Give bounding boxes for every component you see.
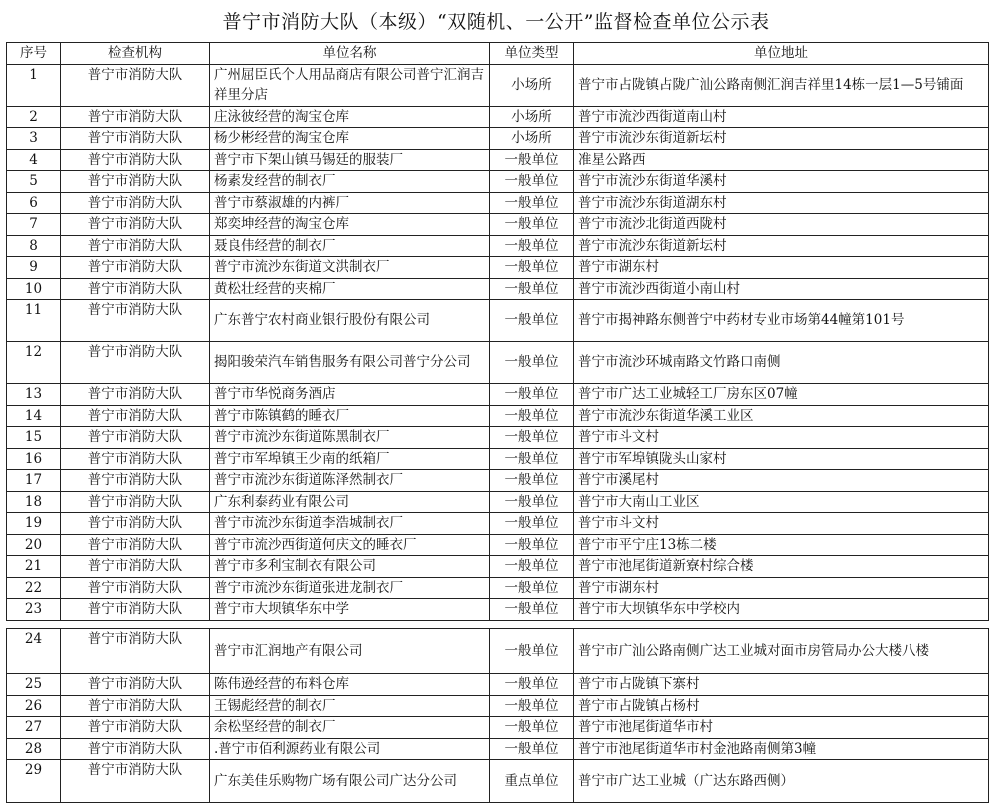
table-row — [7, 513, 989, 535]
row-number: 9 — [7, 257, 61, 279]
table-row — [7, 717, 989, 739]
unit-name: 陈伟逊经营的布料仓库 — [210, 674, 490, 696]
unit-name: 普宁市华悦商务酒店 — [210, 384, 490, 406]
unit-name: 普宁市流沙东街道李浩城制衣厂 — [210, 513, 490, 535]
table-row — [7, 342, 989, 384]
inspection-agency: 普宁市消防大队 — [61, 470, 210, 492]
unit-address: 普宁市流沙东街道湖东村 — [574, 192, 989, 214]
unit-address: 普宁市湖东村 — [574, 257, 989, 279]
inspection-agency: 普宁市消防大队 — [61, 149, 210, 171]
row-number: 3 — [7, 128, 61, 150]
unit-type: 一般单位 — [490, 513, 574, 535]
unit-type: 一般单位 — [490, 342, 574, 384]
table-row — [7, 629, 989, 674]
unit-address: 普宁市广达工业城（广达东路西侧） — [574, 760, 989, 803]
inspection-agency: 普宁市消防大队 — [61, 64, 210, 106]
unit-name: 庄泳彼经营的淘宝仓库 — [210, 106, 490, 128]
unit-type: 一般单位 — [490, 149, 574, 171]
inspection-agency: 普宁市消防大队 — [61, 278, 210, 300]
unit-name: 普宁市流沙东街道陈黑制衣厂 — [210, 427, 490, 449]
inspection-agency: 普宁市消防大队 — [61, 629, 210, 674]
row-number: 6 — [7, 192, 61, 214]
unit-type: 一般单位 — [490, 257, 574, 279]
unit-name: 普宁市流沙东街道陈泽然制衣厂 — [210, 470, 490, 492]
unit-type: 一般单位 — [490, 674, 574, 696]
unit-name: 广州屈臣氏个人用品商店有限公司普宁汇润吉祥里分店 — [210, 64, 490, 106]
row-number: 12 — [7, 342, 61, 384]
unit-address: 普宁市军埠镇陇头山家村 — [574, 448, 989, 470]
unit-type: 小场所 — [490, 128, 574, 150]
unit-address: 普宁市斗文村 — [574, 427, 989, 449]
unit-type: 一般单位 — [490, 192, 574, 214]
row-number: 18 — [7, 491, 61, 513]
unit-address: 普宁市湖东村 — [574, 577, 989, 599]
row-number: 22 — [7, 577, 61, 599]
unit-type: 重点单位 — [490, 760, 574, 803]
unit-address: 普宁市广汕公路南侧广达工业城对面市房管局办公大楼八楼 — [574, 629, 989, 674]
table-row — [7, 448, 989, 470]
unit-type: 一般单位 — [490, 629, 574, 674]
table-row — [7, 192, 989, 214]
table-row — [7, 128, 989, 150]
inspection-agency: 普宁市消防大队 — [61, 427, 210, 449]
unit-address: 普宁市流沙西街道南山村 — [574, 106, 989, 128]
table-row — [7, 695, 989, 717]
unit-type: 一般单位 — [490, 738, 574, 760]
unit-address: 普宁市池尾街道华市村 — [574, 717, 989, 739]
unit-address: 普宁市占陇镇占陇广汕公路南侧汇润吉祥里14栋一层1—5号铺面 — [574, 64, 989, 106]
header-org: 检查机构 — [61, 43, 210, 65]
unit-type: 一般单位 — [490, 171, 574, 193]
unit-name: 普宁市蔡淑雄的内裤厂 — [210, 192, 490, 214]
unit-name: 普宁市流沙东街道文洪制衣厂 — [210, 257, 490, 279]
inspection-agency: 普宁市消防大队 — [61, 257, 210, 279]
unit-address: 普宁市占陇镇占杨村 — [574, 695, 989, 717]
unit-type: 一般单位 — [490, 556, 574, 578]
inspection-agency: 普宁市消防大队 — [61, 405, 210, 427]
inspection-agency: 普宁市消防大队 — [61, 599, 210, 621]
table-row — [7, 149, 989, 171]
table-row — [7, 405, 989, 427]
table-row — [7, 235, 989, 257]
row-number: 2 — [7, 106, 61, 128]
page-title: 普宁市消防大队（本级）“双随机、一公开”监督检查单位公示表 — [222, 11, 770, 33]
unit-address: 普宁市平宁庄13栋二楼 — [574, 534, 989, 556]
row-number: 10 — [7, 278, 61, 300]
table-row — [7, 171, 989, 193]
unit-name: 普宁市汇润地产有限公司 — [210, 629, 490, 674]
unit-name: 普宁市陈镇鹤的睡衣厂 — [210, 405, 490, 427]
unit-address: 普宁市占陇镇下寨村 — [574, 674, 989, 696]
unit-name: 普宁市大坝镇华东中学 — [210, 599, 490, 621]
unit-type: 小场所 — [490, 64, 574, 106]
inspection-agency: 普宁市消防大队 — [61, 556, 210, 578]
row-number: 16 — [7, 448, 61, 470]
unit-name: 普宁市多利宝制衣有限公司 — [210, 556, 490, 578]
unit-address: 准星公路西 — [574, 149, 989, 171]
inspection-agency: 普宁市消防大队 — [61, 235, 210, 257]
table-row — [7, 556, 989, 578]
header-name: 单位名称 — [210, 43, 490, 65]
row-number: 29 — [7, 760, 61, 803]
unit-name: 杨少彬经营的淘宝仓库 — [210, 128, 490, 150]
table-row — [7, 106, 989, 128]
inspection-agency: 普宁市消防大队 — [61, 128, 210, 150]
row-number: 11 — [7, 300, 61, 342]
unit-name: 广东利泰药业有限公司 — [210, 491, 490, 513]
unit-type: 一般单位 — [490, 491, 574, 513]
row-number: 15 — [7, 427, 61, 449]
table-row — [7, 738, 989, 760]
unit-address: 普宁市流沙环城南路文竹路口南侧 — [574, 342, 989, 384]
table-header-row — [7, 43, 989, 65]
unit-type: 一般单位 — [490, 384, 574, 406]
unit-type: 一般单位 — [490, 695, 574, 717]
table-row — [7, 674, 989, 696]
unit-address: 普宁市流沙东街道华溪工业区 — [574, 405, 989, 427]
inspection-agency: 普宁市消防大队 — [61, 738, 210, 760]
unit-name: 普宁市军埠镇王少南的纸箱厂 — [210, 448, 490, 470]
table-row — [7, 64, 989, 106]
table-row — [7, 214, 989, 236]
row-number: 14 — [7, 405, 61, 427]
unit-name: 普宁市流沙东街道张进龙制衣厂 — [210, 577, 490, 599]
unit-type: 一般单位 — [490, 235, 574, 257]
inspection-table-part1 — [6, 42, 989, 621]
row-number: 4 — [7, 149, 61, 171]
table-row — [7, 278, 989, 300]
table-row — [7, 384, 989, 406]
row-number: 7 — [7, 214, 61, 236]
unit-type: 一般单位 — [490, 278, 574, 300]
inspection-agency: 普宁市消防大队 — [61, 106, 210, 128]
inspection-agency: 普宁市消防大队 — [61, 577, 210, 599]
row-number: 20 — [7, 534, 61, 556]
row-number: 1 — [7, 64, 61, 106]
inspection-agency: 普宁市消防大队 — [61, 214, 210, 236]
table-row — [7, 470, 989, 492]
unit-address: 普宁市池尾街道新寮村综合楼 — [574, 556, 989, 578]
unit-name: 杨素发经营的制衣厂 — [210, 171, 490, 193]
unit-address: 普宁市流沙北街道西陇村 — [574, 214, 989, 236]
inspection-agency: 普宁市消防大队 — [61, 342, 210, 384]
row-number: 23 — [7, 599, 61, 621]
table-row — [7, 491, 989, 513]
unit-type: 一般单位 — [490, 300, 574, 342]
inspection-agency: 普宁市消防大队 — [61, 513, 210, 535]
unit-address: 普宁市大坝镇华东中学校内 — [574, 599, 989, 621]
inspection-agency: 普宁市消防大队 — [61, 674, 210, 696]
row-number: 13 — [7, 384, 61, 406]
inspection-agency: 普宁市消防大队 — [61, 695, 210, 717]
unit-name: 余松坚经营的制衣厂 — [210, 717, 490, 739]
row-number: 24 — [7, 629, 61, 674]
unit-name: 普宁市下架山镇马锡廷的服装厂 — [210, 149, 490, 171]
unit-name: 郑奕坤经营的淘宝仓库 — [210, 214, 490, 236]
unit-address: 普宁市流沙东街道新坛村 — [574, 235, 989, 257]
unit-type: 一般单位 — [490, 427, 574, 449]
unit-address: 普宁市广达工业城轻工厂房东区07幢 — [574, 384, 989, 406]
unit-type: 一般单位 — [490, 470, 574, 492]
table-body-part1 — [7, 64, 989, 620]
unit-name: 广东美佳乐购物广场有限公司广达分公司 — [210, 760, 490, 803]
unit-type: 小场所 — [490, 106, 574, 128]
table-row — [7, 427, 989, 449]
unit-name: 广东普宁农村商业银行股份有限公司 — [210, 300, 490, 342]
table-row — [7, 534, 989, 556]
unit-type: 一般单位 — [490, 214, 574, 236]
inspection-agency: 普宁市消防大队 — [61, 491, 210, 513]
unit-name: 王锡彪经营的制衣厂 — [210, 695, 490, 717]
unit-address: 普宁市流沙东街道华溪村 — [574, 171, 989, 193]
row-number: 5 — [7, 171, 61, 193]
inspection-agency: 普宁市消防大队 — [61, 448, 210, 470]
unit-type: 一般单位 — [490, 534, 574, 556]
header-address: 单位地址 — [574, 43, 989, 65]
table-row — [7, 760, 989, 803]
table-row — [7, 577, 989, 599]
unit-name: 普宁市流沙西街道何庆文的睡衣厂 — [210, 534, 490, 556]
unit-address: 普宁市流沙东街道新坛村 — [574, 128, 989, 150]
unit-type: 一般单位 — [490, 717, 574, 739]
table-row — [7, 257, 989, 279]
row-number: 8 — [7, 235, 61, 257]
header-no: 序号 — [7, 43, 61, 65]
inspection-agency: 普宁市消防大队 — [61, 534, 210, 556]
inspection-agency: 普宁市消防大队 — [61, 384, 210, 406]
unit-name: 黄松壮经营的夹棉厂 — [210, 278, 490, 300]
row-number: 26 — [7, 695, 61, 717]
unit-address: 普宁市流沙西街道小南山村 — [574, 278, 989, 300]
inspection-agency: 普宁市消防大队 — [61, 717, 210, 739]
unit-address: 普宁市大南山工业区 — [574, 491, 989, 513]
inspection-agency: 普宁市消防大队 — [61, 760, 210, 803]
inspection-agency: 普宁市消防大队 — [61, 171, 210, 193]
table-body-part2 — [7, 629, 989, 803]
unit-address: 普宁市池尾街道华市村金池路南侧第3幢 — [574, 738, 989, 760]
unit-address: 普宁市揭神路东侧普宁中药材专业市场第44幢第101号 — [574, 300, 989, 342]
unit-name: 聂良伟经营的制衣厂 — [210, 235, 490, 257]
row-number: 25 — [7, 674, 61, 696]
unit-type: 一般单位 — [490, 448, 574, 470]
unit-address: 普宁市溪尾村 — [574, 470, 989, 492]
row-number: 28 — [7, 738, 61, 760]
inspection-agency: 普宁市消防大队 — [61, 300, 210, 342]
unit-type: 一般单位 — [490, 577, 574, 599]
unit-type: 一般单位 — [490, 405, 574, 427]
unit-address: 普宁市斗文村 — [574, 513, 989, 535]
row-number: 27 — [7, 717, 61, 739]
header-type: 单位类型 — [490, 43, 574, 65]
row-number: 17 — [7, 470, 61, 492]
inspection-agency: 普宁市消防大队 — [61, 192, 210, 214]
unit-name: .普宁市佰利源药业有限公司 — [210, 738, 490, 760]
inspection-table-part2 — [6, 628, 989, 803]
unit-name: 揭阳骏荣汽车销售服务有限公司普宁分公司 — [210, 342, 490, 384]
table-row — [7, 599, 989, 621]
table-row — [7, 300, 989, 342]
row-number: 19 — [7, 513, 61, 535]
row-number: 21 — [7, 556, 61, 578]
unit-type: 一般单位 — [490, 599, 574, 621]
